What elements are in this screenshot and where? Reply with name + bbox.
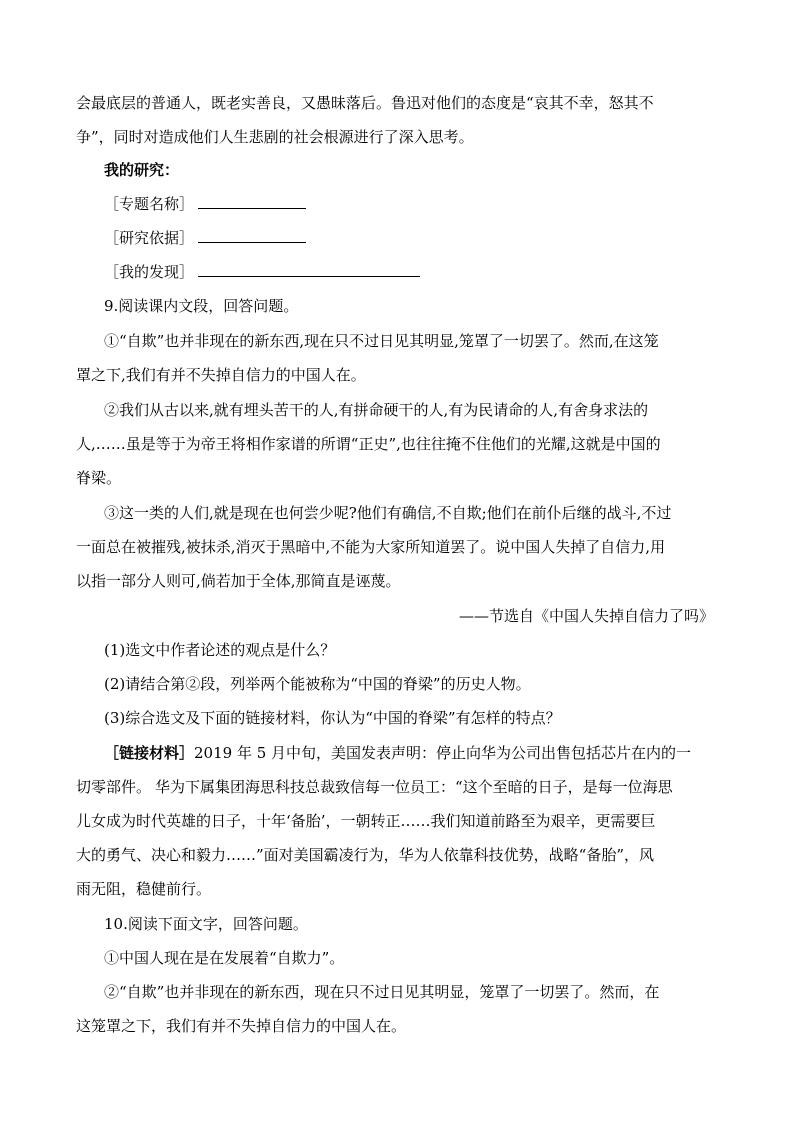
q9-para2-line3: 脊梁。 — [76, 469, 122, 487]
q9-para2-line2: 人,……虽是等于为帝王将相作家谱的所谓“正史”,也往往掩不住他们的光耀,这就是中国的 — [76, 435, 661, 453]
q9-para1-line1: ①“自欺”也并非现在的新东西,现在只不过日见其明显,笼罩了一切罢了。然而,在这笼 — [104, 332, 659, 350]
q9-para1-line2: 罩之下,我们有并不失掉自信力的中国人在。 — [76, 366, 366, 384]
q9-para3-line3: 以指一部分人则可,倘若加于全体,那简直是诬蔑。 — [76, 572, 401, 590]
link-material-line4: 儿女成为时代英雄的日子，十年‘备胎’，一朝转正……我们知道前路至为艰辛，更需要巨 — [76, 812, 656, 830]
intro-line-1: 会最底层的普通人，既老实善良，又愚昧落后。鲁迅对他们的态度是“哀其不幸，怒其不 — [76, 94, 654, 112]
q9-subquestion-1: (1)选文中作者论述的观点是什么？ — [104, 641, 336, 659]
research-heading: 我的研究： — [104, 161, 180, 179]
q9-source: ——节选自《中国人失掉自信力了吗》 — [458, 607, 714, 625]
research-topic-label: ［专题名称］ — [104, 195, 195, 213]
research-finding-blank[interactable] — [198, 262, 420, 277]
q9-title: 9.阅读课内文段，回答问题。 — [104, 297, 299, 315]
link-material-line3: 华为下属集团海思科技总裁致信每一位员工：“这个至暗的日子，是每一位海思 — [155, 778, 673, 796]
q9-para3-line2: 一面总在被摧残,被抹杀,消灭于黑暗中,不能为大家所知道罢了。说中国人失掉了自信力,用 — [76, 538, 666, 556]
link-material-line6: 雨无阻，稳健前行。 — [76, 880, 212, 898]
link-material-line5: 大的勇气、决心和毅力……”面对美国霸凌行为，华为人依靠科技优势，战略“备胎”，风 — [76, 846, 655, 864]
q10-para2-line1: ②“自欺”也并非现在的新东西，现在只不过日见其明显，笼罩了一切罢了。然而，在 — [104, 983, 660, 1001]
q10-para1: ①中国人现在是在发展着“自欺力”。 — [104, 949, 345, 967]
q10-title: 10.阅读下面文字，回答问题。 — [104, 915, 308, 933]
research-basis-label: ［研究依据］ — [104, 229, 195, 247]
q9-para2-line1: ②我们从古以来,就有埋头苦干的人,有拼命硬干的人,有为民请命的人,有舍身求法的 — [104, 401, 649, 419]
research-basis-blank[interactable] — [198, 228, 306, 243]
research-finding-label: ［我的发现］ — [104, 263, 195, 281]
link-material-line2: 切零部件。 — [76, 778, 152, 796]
q9-para3-line1: ③这一类的人们,就是现在也何尝少呢?他们有确信,不自欺;他们在前仆后继的战斗,不过 — [104, 504, 672, 522]
q9-subquestion-3: (3)综合选文及下面的链接材料，你认为“中国的脊梁”有怎样的特点？ — [104, 709, 561, 727]
link-material-text-1: 2019 年 5 月中旬，美国发表声明：停止向华为公司出售包括芯片在内的一 — [194, 744, 692, 762]
link-material-line1 — [104, 743, 691, 763]
research-topic-blank[interactable] — [198, 194, 306, 209]
q10-para2-line2: 这笼罩之下，我们有并不失掉自信力的中国人在。 — [76, 1017, 407, 1035]
research-basis-row — [104, 228, 306, 248]
link-material-label: ［链接材料］ — [104, 744, 195, 762]
q9-subquestion-2: (2)请结合第②段，列举两个能被称为“中国的脊梁”的历史人物。 — [104, 675, 531, 693]
research-finding-row — [104, 262, 420, 282]
intro-line-2: 争”，同时对造成他们人生悲剧的社会根源进行了深入思考。 — [76, 128, 474, 146]
research-topic-row — [104, 194, 306, 214]
